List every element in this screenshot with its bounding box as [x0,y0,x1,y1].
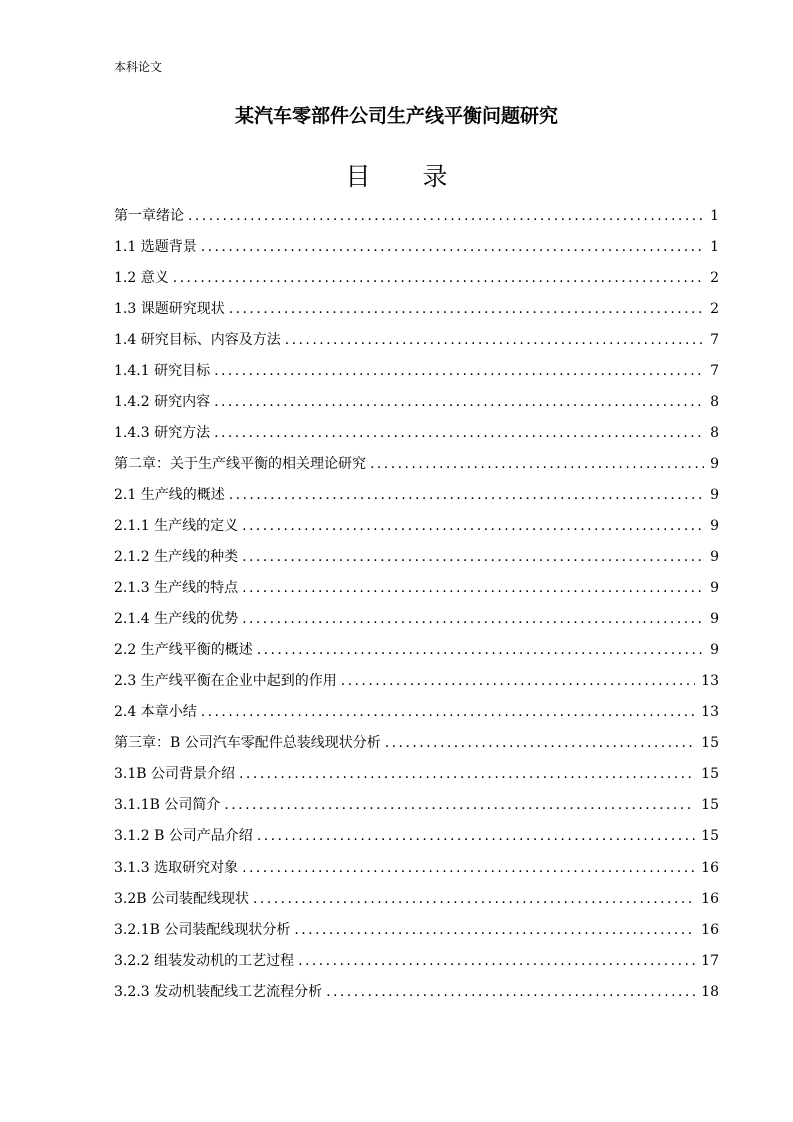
toc-entry-page-number: 7 [710,331,719,348]
toc-entry-title: 3.2B 公司装配线现状 [114,890,250,907]
toc-entry-title: 2.1.4 生产线的优势 [114,611,239,628]
toc-entry-title: 2.1.3 生产线的特点 [114,580,239,597]
toc-entry-title: 2.2 生产线平衡的概述 [114,642,253,659]
toc-entry-title: 1.4.2 研究内容 [114,393,211,410]
toc-entry-page-number: 9 [710,642,719,659]
toc-entry-page-number: 17 [701,952,719,969]
toc-entry-page-number: 1 [710,207,719,224]
toc-entry-page-number: 1 [710,238,719,255]
toc-entry-title: 2.3 生产线平衡在企业中起到的作用 [114,673,337,690]
toc-entry-title: 第一章绪论 [114,207,184,224]
toc-entry-page-number: 18 [701,983,719,1000]
toc-entry[interactable] [114,573,719,604]
toc-entry[interactable] [114,417,719,448]
toc-entry-page-number: 16 [701,859,719,876]
toc-dot-leader [214,362,704,380]
toc-entry-page-number: 16 [701,890,719,907]
toc-entry-page-number: 7 [710,362,719,379]
toc-entry-title: 3.1.1B 公司简介 [114,797,221,814]
toc-entry[interactable] [114,479,719,510]
toc-dot-leader [370,455,704,473]
toc-dot-leader [298,952,695,970]
toc-entry[interactable] [114,386,719,417]
toc-entry-page-number: 13 [701,673,719,690]
toc-dot-leader [242,610,704,628]
toc-entry[interactable] [114,635,719,666]
toc-dot-leader [285,331,704,349]
toc-entry-title: 3.1B 公司背景介绍 [114,766,236,783]
toc-entry[interactable] [114,666,719,697]
toc-entry-page-number: 16 [701,921,719,938]
toc-entry-page-number: 9 [710,486,719,503]
toc-entry[interactable] [114,200,719,231]
toc-entry-title: 1.2 意义 [114,269,169,286]
toc-entry-title: 第三章：B 公司汽车零配件总装线现状分析 [114,735,381,752]
toc-entry-page-number: 9 [710,549,719,566]
toc-entry-title: 3.1.3 选取研究对象 [114,859,239,876]
toc-entry-title: 1.3 课题研究现状 [114,300,225,317]
toc-entry-page-number: 15 [701,797,719,814]
toc-dot-leader [242,579,704,597]
toc-dot-leader [214,393,704,411]
toc-entry-page-number: 15 [701,828,719,845]
toc-dot-leader [239,765,695,783]
toc-dot-leader [242,548,704,566]
toc-entry[interactable] [114,262,719,293]
toc-entry-page-number: 9 [710,455,719,472]
toc-entry[interactable] [114,542,719,573]
document-title: 某汽车零部件公司生产线平衡问题研究 [234,105,558,127]
toc-entry[interactable] [114,790,719,821]
toc-heading: 目 录 [345,162,470,191]
toc-dot-leader [173,269,704,287]
toc-dot-leader [385,734,695,752]
toc-entry-title: 第二章：关于生产线平衡的相关理论研究 [114,455,366,472]
toc-entry-title: 1.4 研究目标、内容及方法 [114,331,281,348]
toc-entry[interactable] [114,324,719,355]
toc-entry-page-number: 8 [710,424,719,441]
toc-entry[interactable] [114,510,719,541]
toc-dot-leader [201,703,695,721]
toc-entry-title: 2.1.1 生产线的定义 [114,517,239,534]
toc-dot-leader [253,890,695,908]
toc-entry-title: 2.1 生产线的概述 [114,486,225,503]
toc-dot-leader [257,641,704,659]
toc-entry[interactable] [114,728,719,759]
toc-entry-page-number: 8 [710,393,719,410]
toc-dot-leader [257,827,695,845]
toc-dot-leader [224,796,695,814]
toc-entry[interactable] [114,852,719,883]
toc-dot-leader [294,921,695,939]
toc-entry[interactable] [114,604,719,635]
toc-dot-leader [188,207,704,225]
toc-entry-title: 2.4 本章小结 [114,704,197,721]
toc-entry[interactable] [114,914,719,945]
toc-entry[interactable] [114,355,719,386]
toc-entry-title: 1.1 选题背景 [114,238,197,255]
toc-entry-page-number: 2 [710,269,719,286]
toc-dot-leader [242,859,695,877]
table-of-contents [114,200,719,1007]
toc-entry[interactable] [114,697,719,728]
toc-entry-page-number: 15 [701,735,719,752]
toc-entry-title: 1.4.1 研究目标 [114,362,211,379]
toc-entry-title: 3.2.3 发动机装配线工艺流程分析 [114,983,323,1000]
toc-dot-leader [229,300,704,318]
toc-entry-page-number: 2 [710,300,719,317]
toc-entry[interactable] [114,883,719,914]
toc-entry-title: 2.1.2 生产线的种类 [114,549,239,566]
toc-entry-page-number: 9 [710,517,719,534]
toc-entry-title: 3.2.1B 公司装配线现状分析 [114,921,291,938]
toc-entry-page-number: 13 [701,704,719,721]
toc-dot-leader [326,983,695,1001]
toc-dot-leader [229,486,704,504]
toc-dot-leader [242,517,704,535]
toc-entry-page-number: 9 [710,611,719,628]
toc-entry[interactable] [114,293,719,324]
toc-entry[interactable] [114,759,719,790]
toc-entry-page-number: 9 [710,580,719,597]
toc-entry-page-number: 15 [701,766,719,783]
toc-entry-title: 3.1.2 B 公司产品介绍 [114,828,253,845]
toc-entry[interactable] [114,976,719,1007]
toc-dot-leader [201,238,704,256]
toc-entry-title: 1.4.3 研究方法 [114,424,211,441]
toc-entry[interactable] [114,448,719,479]
toc-dot-leader [341,672,695,690]
running-header: 本科论文 [114,60,163,74]
toc-entry[interactable] [114,821,719,852]
toc-dot-leader [214,424,704,442]
toc-entry-title: 3.2.2 组装发动机的工艺过程 [114,952,295,969]
toc-entry[interactable] [114,945,719,976]
toc-entry[interactable] [114,231,719,262]
